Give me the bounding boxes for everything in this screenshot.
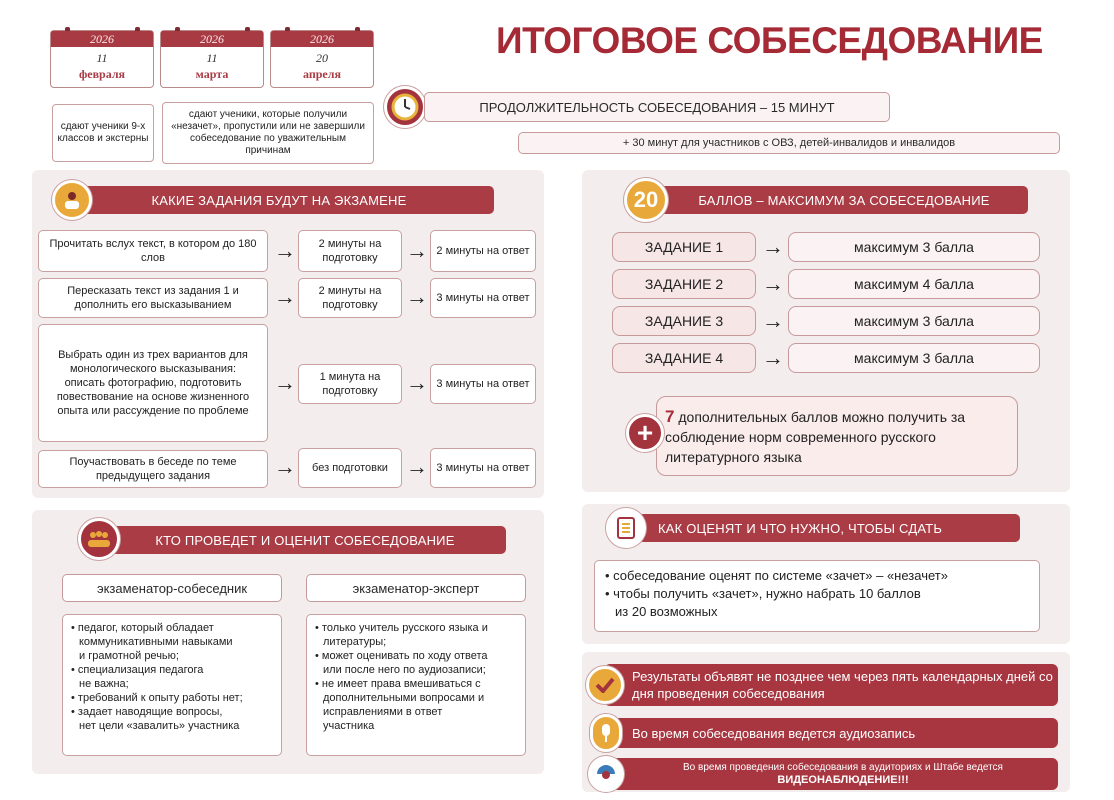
grading-line: • собеседование оценят по системе «зачет» – «незачет» [605, 568, 948, 583]
camera-icon [588, 756, 624, 792]
bullet-line: • может оценивать по ходу ответа [315, 650, 488, 662]
calendar-date-3 [270, 30, 374, 88]
bullet-line: дополнительными вопросами и [323, 692, 485, 704]
arrow-icon: → [406, 284, 428, 309]
task-1-prep: 2 минуты на подготовку [298, 230, 402, 272]
arrow-icon: → [406, 370, 428, 395]
task-4-description: Поучаствовать в беседе по теме предыдущего задания [38, 450, 268, 488]
score-max-2: максимум 4 балла [788, 269, 1040, 299]
calendar-date-2 [160, 30, 264, 88]
score-task-2: ЗАДАНИЕ 2 [612, 269, 756, 299]
bullet-line: участника [323, 720, 375, 732]
task-4-answer: 3 минуты на ответ [430, 448, 536, 488]
bullet-line: или после него по аудиозаписи; [323, 664, 486, 676]
bonus-number: 7 [665, 407, 675, 426]
score-max-1: максимум 3 балла [788, 232, 1040, 262]
task-1-description: Прочитать вслух текст, в котором до 180 слов [38, 230, 268, 272]
arrow-icon: → [274, 370, 296, 395]
grading-header: КАК ОЦЕНЯТ И ЧТО НУЖНО, ЧТОБЫ СДАТЬ [638, 514, 1020, 542]
video-notice-line2: ВИДЕОНАБЛЮДЕНИЕ!!! [777, 774, 909, 786]
calendar-date-1 [50, 30, 154, 88]
page-title: ИТОГОВОЕ СОБЕСЕДОВАНИЕ [496, 20, 1043, 61]
grading-line: • чтобы получить «зачет», нужно набрать 10 баллов [605, 586, 921, 601]
role-expert-bullets [306, 614, 526, 756]
video-notice-line1: Во время проведения собеседования в аудиториях и Штабе ведется [683, 762, 1003, 773]
calendar-day: 11 [96, 51, 108, 65]
score-badge: 20 [624, 178, 668, 222]
bonus-box [656, 396, 1018, 476]
calendar-month: февраля [78, 67, 126, 81]
bullet-line: нет цели «завалить» участника [79, 720, 240, 732]
task-3-prep: 1 минута на подготовку [298, 364, 402, 404]
clock-icon [384, 86, 426, 128]
scores-header: БАЛЛОВ – МАКСИМУМ ЗА СОБЕСЕДОВАНИЕ [660, 186, 1028, 214]
arrow-icon: → [762, 234, 784, 259]
arrow-icon: → [274, 284, 296, 309]
results-notice: Результаты объявят не позднее чем через пять календарных дней со дня проведения собеседования [604, 664, 1058, 706]
grading-line: из 20 возможных [615, 604, 718, 619]
arrow-icon: → [406, 238, 428, 263]
task-1-answer: 2 минуты на ответ [430, 230, 536, 272]
score-max-4: максимум 3 балла [788, 343, 1040, 373]
tasks-header: КАКИЕ ЗАДАНИЯ БУДУТ НА ЭКЗАМЕНЕ [64, 186, 494, 214]
bullet-line: • задает наводящие вопросы, [71, 706, 223, 718]
calendar-year: 2026 [271, 31, 373, 47]
calendar-year: 2026 [51, 31, 153, 47]
score-task-3: ЗАДАНИЕ 3 [612, 306, 756, 336]
video-notice [604, 758, 1058, 790]
bullet-line: исправлениями в ответ [323, 706, 443, 718]
calendar-day: 11 [206, 51, 218, 65]
calendar-month: апреля [303, 67, 341, 81]
task-2-prep: 2 минуты на подготовку [298, 278, 402, 318]
calendar-month: марта [195, 67, 229, 81]
audio-notice: Во время собеседования ведется аудиозапись [604, 718, 1058, 748]
checklist-icon [606, 508, 646, 548]
duration-main: ПРОДОЛЖИТЕЛЬНОСТЬ СОБЕСЕДОВАНИЯ – 15 МИНУТ [424, 92, 890, 122]
arrow-icon: → [406, 454, 428, 479]
role-interlocutor-bullets [62, 614, 282, 756]
bullet-line: • педагог, который обладает [71, 622, 214, 634]
people-icon [78, 518, 120, 560]
task-3-description: Выбрать один из трех вариантов для монологического высказывания: описать фотографию, подготовить повествование на основе жизненного опыта или рассуждение по проблеме [38, 324, 268, 442]
calendar-year: 2026 [161, 31, 263, 47]
task-4-prep: без подготовки [298, 448, 402, 488]
date-note-retake: сдают ученики, которые получили «незачет», пропустили или не завершили собеседование по уважительным причинам [162, 102, 374, 164]
duration-extra: + 30 минут для участников с ОВЗ, детей-инвалидов и инвалидов [518, 132, 1060, 154]
bullet-line: • не имеет права вмешиваться с [315, 678, 481, 690]
bullet-line: • специализация педагога [71, 664, 204, 676]
plus-icon: + [626, 414, 664, 452]
bullet-line: • требований к опыту работы нет; [71, 692, 243, 704]
arrow-icon: → [762, 308, 784, 333]
role-expert: экзаменатор-эксперт [306, 574, 526, 602]
grading-details [594, 560, 1040, 632]
bonus-text: дополнительных баллов можно получить за соблюдение норм современного русского литературного языка [665, 409, 966, 465]
bullet-line: коммуникативными навыками [79, 636, 233, 648]
checkmark-icon [586, 666, 624, 704]
task-2-description: Пересказать текст из задания 1 и дополнить его высказыванием [38, 278, 268, 318]
arrow-icon: → [762, 345, 784, 370]
arrow-icon: → [274, 238, 296, 263]
arrow-icon: → [274, 454, 296, 479]
bullet-line: литературы; [323, 636, 387, 648]
arrow-icon: → [762, 271, 784, 296]
bullet-line: не важна; [79, 678, 129, 690]
bullet-line: • только учитель русского языка и [315, 622, 488, 634]
student-icon [52, 180, 92, 220]
task-3-answer: 3 минуты на ответ [430, 364, 536, 404]
role-interlocutor: экзаменатор-собеседник [62, 574, 282, 602]
microphone-icon [590, 714, 622, 752]
score-max-3: максимум 3 балла [788, 306, 1040, 336]
score-task-1: ЗАДАНИЕ 1 [612, 232, 756, 262]
date-note-main: сдают ученики 9-х классов и экстерны [52, 104, 154, 162]
calendar-day: 20 [316, 51, 328, 65]
bullet-line: и грамотной речью; [79, 650, 179, 662]
task-2-answer: 3 минуты на ответ [430, 278, 536, 318]
score-task-4: ЗАДАНИЕ 4 [612, 343, 756, 373]
who-header: КТО ПРОВЕДЕТ И ОЦЕНИТ СОБЕСЕДОВАНИЕ [104, 526, 506, 554]
